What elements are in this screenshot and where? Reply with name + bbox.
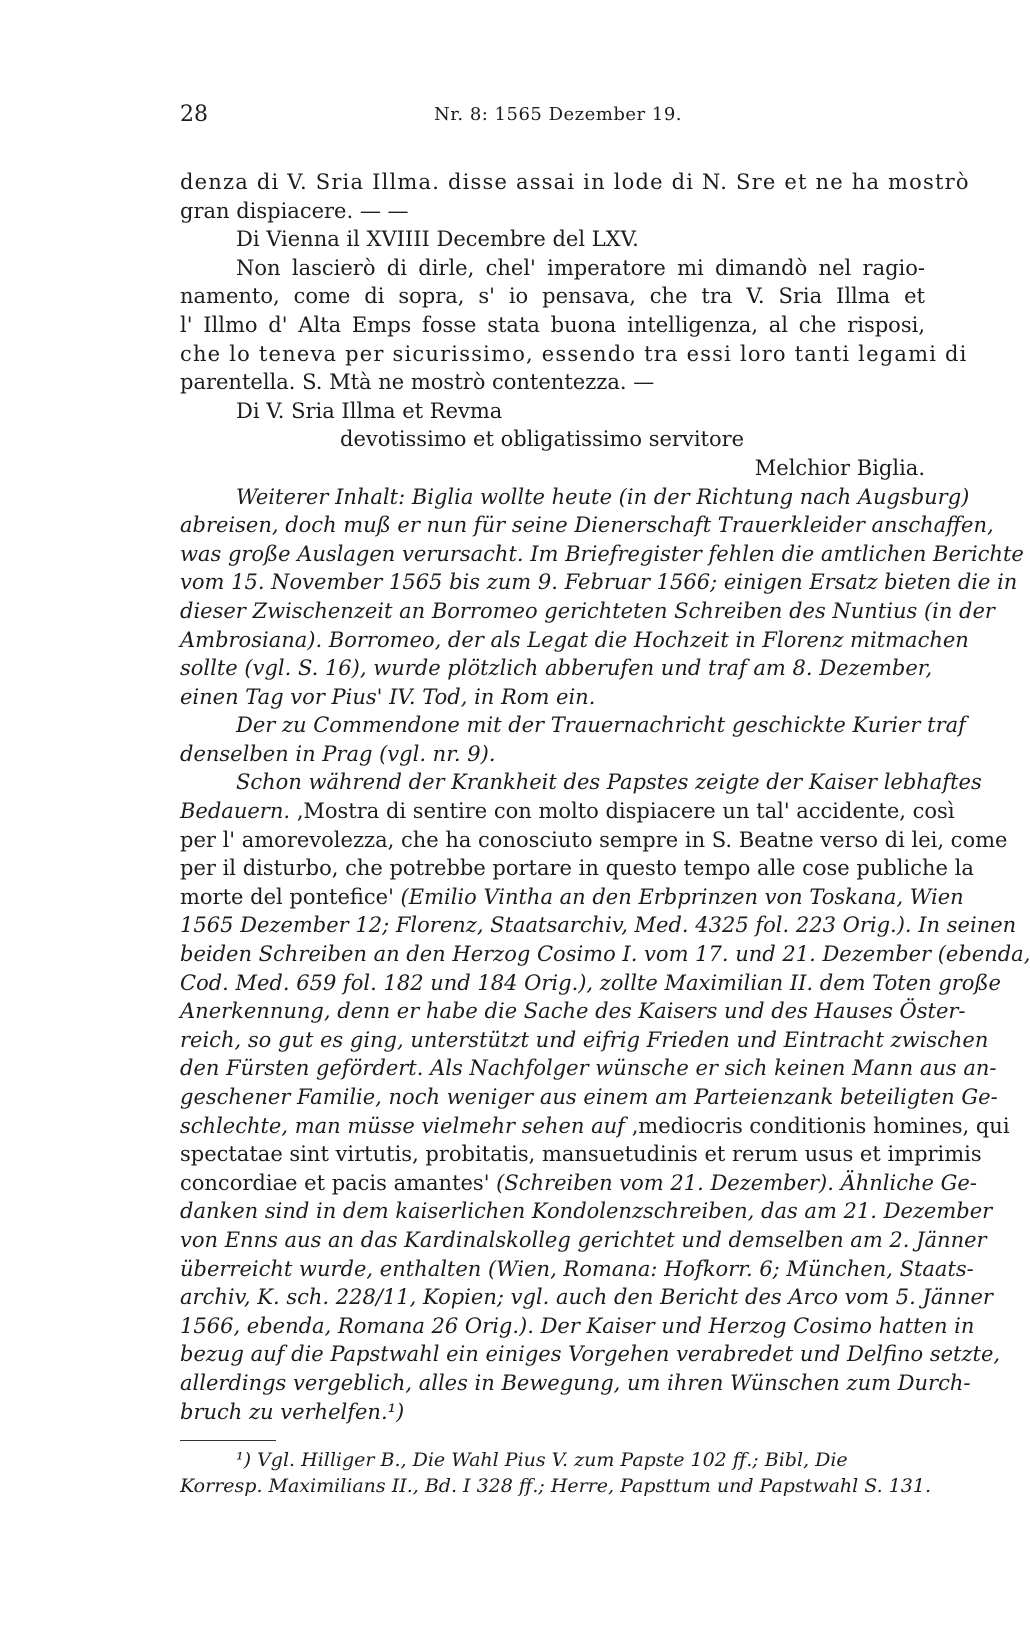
page-number: 28 — [180, 102, 208, 127]
letter-line: denza di V. Sria Illma. disse assai in lode di N. Sre et ne ha mostrò — [180, 170, 970, 194]
commentary-line: was große Auslagen verursacht. Im Briefregister fehlen die amtlichen Berichte — [180, 541, 1024, 566]
commentary-line — [180, 1169, 977, 1198]
commentary-line: geschener Familie, noch weniger aus einem am Parteienzank beteiligten Ge- — [180, 1085, 998, 1109]
commentary-line: überreicht wurde, enthalten (Wien, Romana: Hofkorr. 6; München, Staats- — [180, 1256, 974, 1281]
commentary-line: von Enns aus an das Kardinalskolleg gerichtet und demselben am 2. Jänner — [180, 1227, 987, 1252]
commentary-fragment: Bedauern. — [180, 799, 291, 824]
quote-fragment: concordiae et pacis amantes' — [180, 1170, 490, 1195]
commentary-line — [180, 1112, 1010, 1141]
quote-line: per l' amorevolezza, che ha conosciuto sempre in S. Beatne verso di lei, come — [180, 827, 1008, 852]
commentary-line: den Fürsten gefördert. Als Nachfolger wünsche er sich keinen Mann aus an- — [180, 1056, 997, 1081]
commentary-line: Weiterer Inhalt: Biglia wollte heute (in der Richtung nach Augsburg) — [236, 484, 970, 509]
commentary-fragment: schlechte, man müsse vielmehr sehen auf — [180, 1113, 625, 1138]
quote-line: per il disturbo, che potrebbe portare in questo tempo alle cose publiche la — [180, 856, 974, 881]
commentary-line: archiv, K. sch. 228/11, Kopien; vgl. auch den Bericht des Arco vom 5. Jänner — [180, 1285, 993, 1310]
commentary-line: abreisen, doch muß er nun für seine Dienerschaft Trauerkleider anschaffen, — [180, 513, 994, 538]
commentary-line: einen Tag vor Pius' IV. Tod, in Rom ein. — [180, 684, 596, 709]
page-body — [180, 168, 1030, 1499]
commentary-line: dieser Zwischenzeit an Borromeo gerichteten Schreiben des Nuntius (in der — [180, 598, 995, 623]
letter-line: che lo teneva per sicurissimo, essendo tra essi loro tanti legami di — [180, 341, 968, 366]
letter-line: parentella. S. Mtà ne mostrò contentezza. — — [180, 370, 655, 395]
commentary-fragment: (Emilio Vintha an den Erbprinzen von Toskana, Wien — [400, 884, 964, 909]
commentary-line: denselben in Prag (vgl. nr. 9). — [180, 741, 496, 766]
letter-line: Non lascierò di dirle, chel' imperatore mi dimandò nel ragio- — [236, 255, 925, 280]
letter-line: l' Illmo d' Alta Emps fosse stata buona intelligenza, al che risposi, — [180, 312, 925, 337]
footnote-line: Korresp. Maximilians II., Bd. I 328 ff.; Herre, Papsttum und Papstwahl S. 131. — [180, 1475, 932, 1498]
commentary-line — [180, 797, 955, 826]
commentary-line: danken sind in dem kaiserlichen Kondolenzschreiben, das am 21. Dezember — [180, 1199, 993, 1224]
letter-line: namento, come di sopra, s' io pensava, che tra V. Sria Illma et — [180, 284, 925, 309]
commentary-line: vom 15. November 1565 bis zum 9. Februar 1566; einigen Ersatz bieten die in — [180, 570, 1018, 595]
commentary-line: Schon während der Krankheit des Papstes zeigte der Kaiser lebhaftes — [236, 770, 982, 795]
commentary-line: Ambrosiana). Borromeo, der als Legat die Hochzeit in Florenz mitmachen — [180, 627, 969, 652]
quote-line: spectatae sint virtutis, probitatis, mansuetudinis et rerum usus et imprimis — [180, 1142, 982, 1167]
page-header — [0, 102, 1000, 142]
commentary-line: Der zu Commendone mit der Trauernachricht geschickte Kurier traf — [236, 713, 966, 738]
commentary-line: bezug auf die Papstwahl ein einiges Vorgehen verabredet und Delfino setzte, — [180, 1342, 1001, 1367]
letter-closing: devotissimo et obligatissimo servitore — [340, 427, 745, 452]
quote-fragment: ‚mediocris conditionis homines, qui — [631, 1113, 1010, 1138]
commentary-line: 1565 Dezember 12; Florenz, Staatsarchiv, Med. 4325 fol. 223 Orig.). In seinen — [180, 913, 1017, 938]
commentary-line: allerdings vergeblich, alles in Bewegung, um ihren Wünschen zum Durch- — [180, 1370, 971, 1395]
letter-closing: Di V. Sria Illma et Revma — [236, 398, 503, 423]
commentary-line: 1566, ebenda, Romana 26 Orig.). Der Kaiser und Herzog Cosimo hatten in — [180, 1313, 975, 1338]
letter-line: Di Vienna il XVIIII Decembre del LXV. — [236, 227, 639, 252]
commentary-line: Anerkennung, denn er habe die Sache des Kaisers und des Hauses Öster- — [180, 999, 966, 1024]
commentary-line — [180, 883, 964, 912]
commentary-line: reich, so gut es ging, unterstützt und eifrig Frieden und Eintracht zwischen — [180, 1027, 989, 1052]
commentary-fragment: (Schreiben vom 21. Dezember). Ähnliche Ge- — [496, 1170, 977, 1195]
commentary-line: beiden Schreiben an den Herzog Cosimo I. vom 17. und 21. Dezember (ebenda, — [180, 942, 1030, 967]
running-title: Nr. 8: 1565 Dezember 19. — [434, 104, 683, 125]
commentary-line: Cod. Med. 659 fol. 182 und 184 Orig.), zollte Maximilian II. dem Toten große — [180, 970, 1001, 995]
commentary-line: bruch zu verhelfen.¹) — [180, 1399, 405, 1424]
letter-line: gran dispiacere. — — — [180, 198, 409, 223]
commentary-line: sollte (vgl. S. 16), wurde plötzlich abberufen und traf am 8. Dezember, — [180, 656, 933, 681]
quote-fragment: morte del pontefice' — [180, 884, 394, 909]
quote-fragment: ‚Mostra di sentire con molto dispiacere un tal' accidente, così — [296, 799, 955, 824]
footnote-line: ¹) Vgl. Hilliger B., Die Wahl Pius V. zum Papste 102 ff.; Bibl, Die — [236, 1449, 848, 1472]
letter-signature: Melchior Biglia. — [754, 455, 925, 480]
